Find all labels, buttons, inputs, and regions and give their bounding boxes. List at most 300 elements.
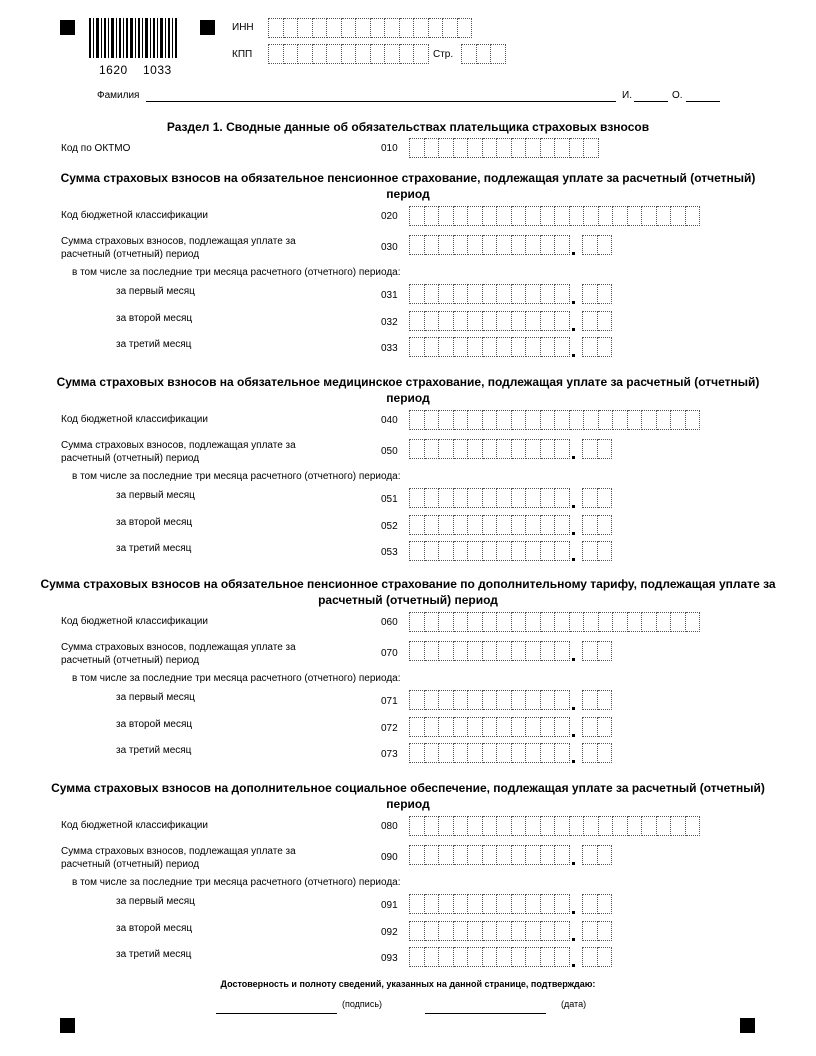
month-amount-field[interactable]	[409, 947, 570, 967]
input-cell[interactable]	[526, 541, 541, 561]
input-cell[interactable]	[526, 337, 541, 357]
input-cell[interactable]	[541, 235, 556, 255]
input-cell[interactable]	[284, 18, 299, 38]
input-cell[interactable]	[327, 44, 342, 64]
input-cell[interactable]	[483, 488, 498, 508]
input-cell[interactable]	[410, 894, 425, 914]
input-cell[interactable]	[584, 612, 599, 632]
input-cell[interactable]	[541, 690, 556, 710]
input-cell[interactable]	[468, 284, 483, 304]
input-cell[interactable]	[541, 410, 556, 430]
input-cell[interactable]	[468, 235, 483, 255]
input-cell[interactable]	[468, 894, 483, 914]
input-cell[interactable]	[462, 44, 477, 64]
input-cell[interactable]	[439, 921, 454, 941]
input-cell[interactable]	[555, 235, 570, 255]
input-cell[interactable]	[584, 138, 599, 158]
input-cell[interactable]	[458, 18, 473, 38]
input-cell[interactable]	[642, 206, 657, 226]
input-cell[interactable]	[468, 138, 483, 158]
input-cell[interactable]	[598, 541, 613, 561]
input-cell[interactable]	[454, 947, 469, 967]
input-cell[interactable]	[686, 206, 701, 226]
input-cell[interactable]	[613, 206, 628, 226]
input-cell[interactable]	[541, 488, 556, 508]
input-cell[interactable]	[541, 717, 556, 737]
inn-field[interactable]	[268, 18, 472, 38]
input-cell[interactable]	[497, 816, 512, 836]
input-cell[interactable]	[483, 337, 498, 357]
input-cell[interactable]	[425, 743, 440, 763]
input-cell[interactable]	[497, 439, 512, 459]
input-cell[interactable]	[555, 541, 570, 561]
input-cell[interactable]	[483, 641, 498, 661]
input-cell[interactable]	[555, 894, 570, 914]
input-cell[interactable]	[671, 816, 686, 836]
input-cell[interactable]	[439, 641, 454, 661]
signature-field[interactable]	[216, 1013, 337, 1014]
input-cell[interactable]	[526, 284, 541, 304]
input-cell[interactable]	[512, 921, 527, 941]
input-cell[interactable]	[583, 311, 598, 331]
input-cell[interactable]	[555, 410, 570, 430]
input-cell[interactable]	[657, 410, 672, 430]
month-amount-field[interactable]	[409, 743, 570, 763]
input-cell[interactable]	[425, 816, 440, 836]
month-kopecks-field[interactable]	[582, 515, 612, 535]
input-cell[interactable]	[298, 44, 313, 64]
input-cell[interactable]	[497, 947, 512, 967]
input-cell[interactable]	[541, 311, 556, 331]
input-cell[interactable]	[598, 894, 613, 914]
input-cell[interactable]	[555, 690, 570, 710]
month-kopecks-field[interactable]	[582, 311, 612, 331]
input-cell[interactable]	[642, 816, 657, 836]
input-cell[interactable]	[468, 816, 483, 836]
input-cell[interactable]	[497, 690, 512, 710]
input-cell[interactable]	[570, 612, 585, 632]
sum-kopecks-field[interactable]	[582, 439, 612, 459]
input-cell[interactable]	[497, 206, 512, 226]
input-cell[interactable]	[483, 717, 498, 737]
input-cell[interactable]	[497, 845, 512, 865]
input-cell[interactable]	[468, 311, 483, 331]
input-cell[interactable]	[454, 488, 469, 508]
input-cell[interactable]	[454, 612, 469, 632]
input-cell[interactable]	[410, 845, 425, 865]
input-cell[interactable]	[541, 612, 556, 632]
input-cell[interactable]	[483, 138, 498, 158]
kbk-field[interactable]	[409, 206, 700, 226]
month-amount-field[interactable]	[409, 488, 570, 508]
input-cell[interactable]	[425, 206, 440, 226]
input-cell[interactable]	[439, 410, 454, 430]
month-amount-field[interactable]	[409, 515, 570, 535]
month-amount-field[interactable]	[409, 337, 570, 357]
input-cell[interactable]	[483, 439, 498, 459]
input-cell[interactable]	[555, 921, 570, 941]
input-cell[interactable]	[583, 921, 598, 941]
input-cell[interactable]	[468, 690, 483, 710]
month-kopecks-field[interactable]	[582, 743, 612, 763]
input-cell[interactable]	[657, 612, 672, 632]
input-cell[interactable]	[483, 816, 498, 836]
input-cell[interactable]	[657, 816, 672, 836]
input-cell[interactable]	[598, 717, 613, 737]
input-cell[interactable]	[483, 894, 498, 914]
input-cell[interactable]	[599, 206, 614, 226]
input-cell[interactable]	[642, 410, 657, 430]
input-cell[interactable]	[425, 894, 440, 914]
input-cell[interactable]	[483, 743, 498, 763]
input-cell[interactable]	[497, 284, 512, 304]
input-cell[interactable]	[570, 138, 585, 158]
input-cell[interactable]	[410, 410, 425, 430]
month-amount-field[interactable]	[409, 284, 570, 304]
input-cell[interactable]	[371, 44, 386, 64]
input-cell[interactable]	[454, 439, 469, 459]
input-cell[interactable]	[483, 235, 498, 255]
input-cell[interactable]	[468, 921, 483, 941]
input-cell[interactable]	[468, 717, 483, 737]
input-cell[interactable]	[555, 612, 570, 632]
input-cell[interactable]	[400, 44, 415, 64]
input-cell[interactable]	[410, 541, 425, 561]
input-cell[interactable]	[410, 488, 425, 508]
input-cell[interactable]	[425, 690, 440, 710]
input-cell[interactable]	[526, 845, 541, 865]
input-cell[interactable]	[526, 206, 541, 226]
input-cell[interactable]	[483, 311, 498, 331]
input-cell[interactable]	[598, 284, 613, 304]
input-cell[interactable]	[598, 947, 613, 967]
input-cell[interactable]	[541, 641, 556, 661]
input-cell[interactable]	[371, 18, 386, 38]
input-cell[interactable]	[526, 138, 541, 158]
input-cell[interactable]	[497, 515, 512, 535]
input-cell[interactable]	[628, 612, 643, 632]
input-cell[interactable]	[497, 541, 512, 561]
sum-amount-field[interactable]	[409, 235, 570, 255]
input-cell[interactable]	[439, 488, 454, 508]
input-cell[interactable]	[598, 337, 613, 357]
input-cell[interactable]	[454, 410, 469, 430]
kbk-field[interactable]	[409, 410, 700, 430]
input-cell[interactable]	[483, 845, 498, 865]
input-cell[interactable]	[439, 816, 454, 836]
input-cell[interactable]	[454, 717, 469, 737]
date-field[interactable]	[425, 1013, 546, 1014]
input-cell[interactable]	[483, 947, 498, 967]
input-cell[interactable]	[468, 337, 483, 357]
input-cell[interactable]	[598, 690, 613, 710]
input-cell[interactable]	[512, 743, 527, 763]
input-cell[interactable]	[425, 515, 440, 535]
input-cell[interactable]	[497, 612, 512, 632]
input-cell[interactable]	[454, 641, 469, 661]
input-cell[interactable]	[583, 235, 598, 255]
input-cell[interactable]	[512, 612, 527, 632]
oktmo-field[interactable]	[409, 138, 599, 158]
input-cell[interactable]	[526, 488, 541, 508]
input-cell[interactable]	[483, 921, 498, 941]
input-cell[interactable]	[583, 894, 598, 914]
input-cell[interactable]	[570, 206, 585, 226]
input-cell[interactable]	[497, 921, 512, 941]
input-cell[interactable]	[541, 845, 556, 865]
input-cell[interactable]	[468, 488, 483, 508]
input-cell[interactable]	[583, 743, 598, 763]
input-cell[interactable]	[583, 488, 598, 508]
input-cell[interactable]	[497, 337, 512, 357]
input-cell[interactable]	[512, 311, 527, 331]
input-cell[interactable]	[454, 690, 469, 710]
input-cell[interactable]	[410, 311, 425, 331]
input-cell[interactable]	[425, 845, 440, 865]
input-cell[interactable]	[454, 206, 469, 226]
input-cell[interactable]	[555, 515, 570, 535]
input-cell[interactable]	[342, 18, 357, 38]
input-cell[interactable]	[584, 206, 599, 226]
input-cell[interactable]	[583, 439, 598, 459]
input-cell[interactable]	[454, 894, 469, 914]
input-cell[interactable]	[512, 439, 527, 459]
input-cell[interactable]	[269, 44, 284, 64]
input-cell[interactable]	[555, 138, 570, 158]
input-cell[interactable]	[526, 235, 541, 255]
input-cell[interactable]	[512, 284, 527, 304]
input-cell[interactable]	[425, 488, 440, 508]
input-cell[interactable]	[477, 44, 492, 64]
input-cell[interactable]	[497, 641, 512, 661]
input-cell[interactable]	[491, 44, 506, 64]
input-cell[interactable]	[526, 410, 541, 430]
input-cell[interactable]	[598, 235, 613, 255]
input-cell[interactable]	[439, 337, 454, 357]
input-cell[interactable]	[512, 138, 527, 158]
input-cell[interactable]	[410, 138, 425, 158]
input-cell[interactable]	[584, 816, 599, 836]
input-cell[interactable]	[439, 206, 454, 226]
month-amount-field[interactable]	[409, 921, 570, 941]
input-cell[interactable]	[628, 816, 643, 836]
input-cell[interactable]	[410, 515, 425, 535]
input-cell[interactable]	[497, 235, 512, 255]
input-cell[interactable]	[570, 816, 585, 836]
input-cell[interactable]	[429, 18, 444, 38]
input-cell[interactable]	[598, 488, 613, 508]
input-cell[interactable]	[555, 337, 570, 357]
input-cell[interactable]	[512, 235, 527, 255]
input-cell[interactable]	[439, 717, 454, 737]
input-cell[interactable]	[598, 515, 613, 535]
month-amount-field[interactable]	[409, 690, 570, 710]
input-cell[interactable]	[410, 743, 425, 763]
input-cell[interactable]	[541, 947, 556, 967]
month-kopecks-field[interactable]	[582, 541, 612, 561]
input-cell[interactable]	[454, 337, 469, 357]
input-cell[interactable]	[425, 138, 440, 158]
input-cell[interactable]	[439, 284, 454, 304]
input-cell[interactable]	[512, 515, 527, 535]
month-kopecks-field[interactable]	[582, 921, 612, 941]
input-cell[interactable]	[512, 488, 527, 508]
input-cell[interactable]	[598, 439, 613, 459]
input-cell[interactable]	[583, 515, 598, 535]
input-cell[interactable]	[512, 894, 527, 914]
sum-amount-field[interactable]	[409, 845, 570, 865]
input-cell[interactable]	[269, 18, 284, 38]
input-cell[interactable]	[555, 947, 570, 967]
input-cell[interactable]	[313, 44, 328, 64]
input-cell[interactable]	[439, 138, 454, 158]
input-cell[interactable]	[541, 439, 556, 459]
input-cell[interactable]	[541, 921, 556, 941]
input-cell[interactable]	[598, 641, 613, 661]
input-cell[interactable]	[570, 410, 585, 430]
kpp-field[interactable]	[268, 44, 429, 64]
input-cell[interactable]	[483, 515, 498, 535]
input-cell[interactable]	[454, 311, 469, 331]
input-cell[interactable]	[497, 410, 512, 430]
input-cell[interactable]	[439, 947, 454, 967]
input-cell[interactable]	[555, 816, 570, 836]
input-cell[interactable]	[385, 44, 400, 64]
input-cell[interactable]	[439, 439, 454, 459]
input-cell[interactable]	[439, 311, 454, 331]
input-cell[interactable]	[454, 515, 469, 535]
input-cell[interactable]	[468, 947, 483, 967]
input-cell[interactable]	[400, 18, 415, 38]
input-cell[interactable]	[555, 488, 570, 508]
input-cell[interactable]	[512, 641, 527, 661]
input-cell[interactable]	[599, 816, 614, 836]
input-cell[interactable]	[526, 816, 541, 836]
input-cell[interactable]	[628, 206, 643, 226]
input-cell[interactable]	[454, 921, 469, 941]
input-cell[interactable]	[425, 410, 440, 430]
month-kopecks-field[interactable]	[582, 894, 612, 914]
input-cell[interactable]	[642, 612, 657, 632]
input-cell[interactable]	[526, 515, 541, 535]
input-cell[interactable]	[583, 337, 598, 357]
input-cell[interactable]	[298, 18, 313, 38]
input-cell[interactable]	[410, 206, 425, 226]
input-cell[interactable]	[555, 206, 570, 226]
input-cell[interactable]	[410, 816, 425, 836]
kbk-field[interactable]	[409, 816, 700, 836]
input-cell[interactable]	[628, 410, 643, 430]
input-cell[interactable]	[483, 284, 498, 304]
input-cell[interactable]	[468, 515, 483, 535]
input-cell[interactable]	[526, 743, 541, 763]
input-cell[interactable]	[439, 894, 454, 914]
initial-i-field[interactable]	[634, 101, 668, 102]
input-cell[interactable]	[483, 541, 498, 561]
sum-kopecks-field[interactable]	[582, 235, 612, 255]
input-cell[interactable]	[671, 206, 686, 226]
input-cell[interactable]	[584, 410, 599, 430]
month-kopecks-field[interactable]	[582, 717, 612, 737]
input-cell[interactable]	[439, 743, 454, 763]
input-cell[interactable]	[598, 921, 613, 941]
input-cell[interactable]	[583, 641, 598, 661]
input-cell[interactable]	[454, 284, 469, 304]
kbk-field[interactable]	[409, 612, 700, 632]
input-cell[interactable]	[526, 690, 541, 710]
input-cell[interactable]	[541, 138, 556, 158]
input-cell[interactable]	[454, 235, 469, 255]
input-cell[interactable]	[468, 845, 483, 865]
input-cell[interactable]	[454, 845, 469, 865]
input-cell[interactable]	[686, 816, 701, 836]
input-cell[interactable]	[555, 284, 570, 304]
input-cell[interactable]	[439, 541, 454, 561]
month-kopecks-field[interactable]	[582, 284, 612, 304]
input-cell[interactable]	[356, 44, 371, 64]
input-cell[interactable]	[439, 690, 454, 710]
input-cell[interactable]	[414, 18, 429, 38]
input-cell[interactable]	[425, 612, 440, 632]
input-cell[interactable]	[598, 743, 613, 763]
input-cell[interactable]	[526, 894, 541, 914]
input-cell[interactable]	[599, 410, 614, 430]
input-cell[interactable]	[425, 311, 440, 331]
input-cell[interactable]	[541, 894, 556, 914]
input-cell[interactable]	[541, 206, 556, 226]
input-cell[interactable]	[342, 44, 357, 64]
input-cell[interactable]	[613, 410, 628, 430]
input-cell[interactable]	[526, 612, 541, 632]
input-cell[interactable]	[541, 816, 556, 836]
input-cell[interactable]	[468, 612, 483, 632]
month-amount-field[interactable]	[409, 894, 570, 914]
input-cell[interactable]	[555, 311, 570, 331]
input-cell[interactable]	[599, 612, 614, 632]
input-cell[interactable]	[541, 541, 556, 561]
input-cell[interactable]	[425, 717, 440, 737]
input-cell[interactable]	[313, 18, 328, 38]
input-cell[interactable]	[410, 641, 425, 661]
input-cell[interactable]	[613, 612, 628, 632]
input-cell[interactable]	[526, 439, 541, 459]
month-kopecks-field[interactable]	[582, 690, 612, 710]
input-cell[interactable]	[671, 410, 686, 430]
initial-o-field[interactable]	[686, 101, 720, 102]
input-cell[interactable]	[454, 816, 469, 836]
input-cell[interactable]	[598, 845, 613, 865]
sum-kopecks-field[interactable]	[582, 641, 612, 661]
input-cell[interactable]	[512, 410, 527, 430]
input-cell[interactable]	[414, 44, 429, 64]
input-cell[interactable]	[468, 439, 483, 459]
month-amount-field[interactable]	[409, 311, 570, 331]
input-cell[interactable]	[425, 921, 440, 941]
input-cell[interactable]	[284, 44, 299, 64]
input-cell[interactable]	[454, 541, 469, 561]
input-cell[interactable]	[410, 947, 425, 967]
input-cell[interactable]	[541, 337, 556, 357]
input-cell[interactable]	[468, 641, 483, 661]
input-cell[interactable]	[439, 845, 454, 865]
input-cell[interactable]	[497, 743, 512, 763]
input-cell[interactable]	[468, 541, 483, 561]
input-cell[interactable]	[583, 947, 598, 967]
month-kopecks-field[interactable]	[582, 947, 612, 967]
input-cell[interactable]	[598, 311, 613, 331]
input-cell[interactable]	[541, 743, 556, 763]
input-cell[interactable]	[497, 894, 512, 914]
